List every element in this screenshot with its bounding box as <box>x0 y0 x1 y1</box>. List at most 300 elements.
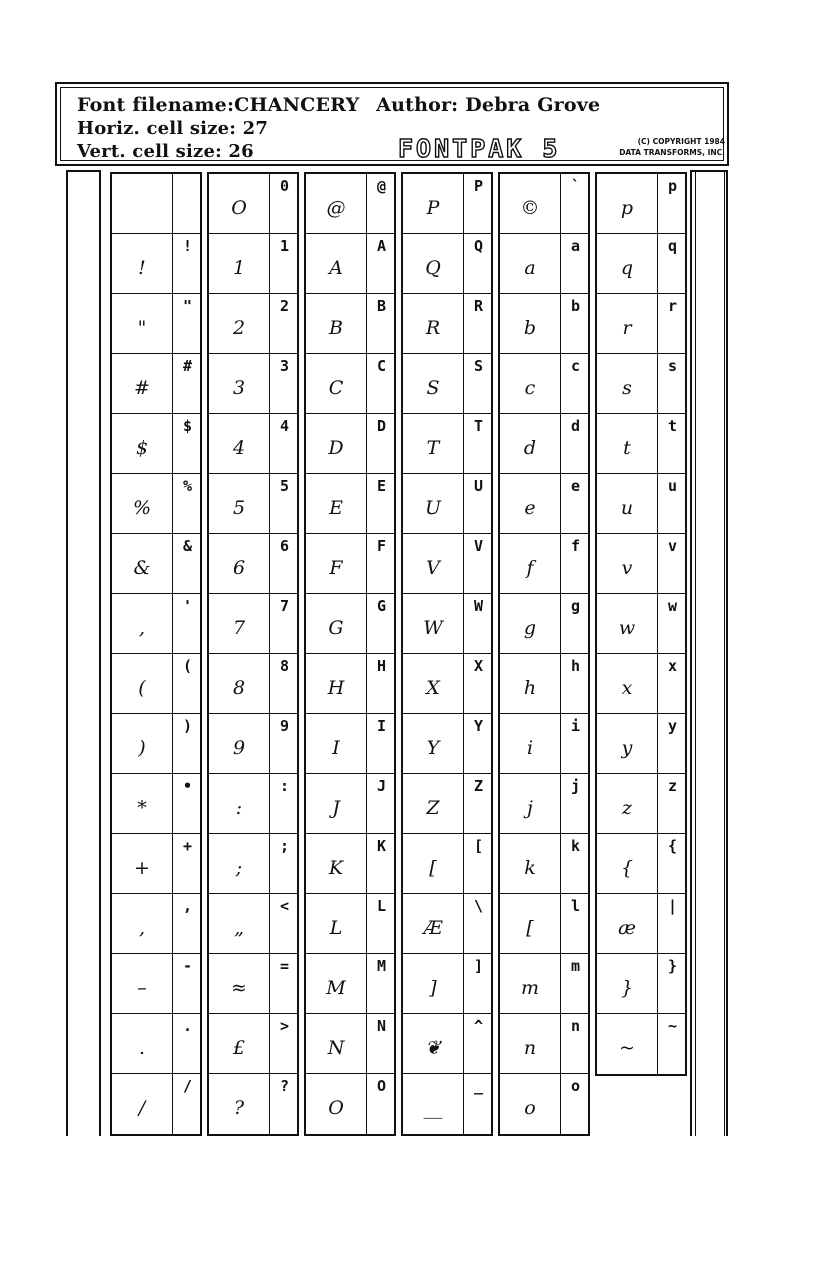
glyph-cell <box>403 714 491 774</box>
font-info-header <box>55 82 729 166</box>
font-glyph-sample: z <box>621 797 632 819</box>
font-glyph-sample: Æ <box>423 917 443 939</box>
font-glyph-sample: H <box>327 677 345 699</box>
font-glyph-sample: } <box>620 977 634 999</box>
glyph-cell <box>112 954 200 1014</box>
font-glyph-sample: K <box>328 857 344 879</box>
cell-divider <box>172 174 173 233</box>
reference-character: s <box>667 357 678 375</box>
font-glyph-sample: h <box>523 677 537 699</box>
font-glyph-sample: 7 <box>232 617 246 639</box>
reference-character: w <box>667 597 678 615</box>
glyph-cell <box>306 1014 394 1074</box>
glyph-cell <box>597 474 685 534</box>
font-glyph-sample: – <box>137 977 147 999</box>
reference-character: O <box>376 1077 387 1095</box>
glyph-cell <box>209 534 297 594</box>
reference-character: V <box>473 537 484 555</box>
glyph-cell <box>597 414 685 474</box>
reference-character: a <box>570 237 581 255</box>
reference-character: # <box>182 357 193 375</box>
font-glyph-sample: 4 <box>232 437 246 459</box>
font-glyph-sample: C <box>328 377 344 399</box>
reference-character: H <box>376 657 387 675</box>
glyph-cell <box>597 954 685 1014</box>
reference-character: b <box>570 297 581 315</box>
author-label: Author: <box>376 94 459 116</box>
glyph-cell <box>403 654 491 714</box>
reference-character: - <box>182 957 193 975</box>
reference-character: ( <box>182 657 193 675</box>
font-glyph-sample: £ <box>232 1037 246 1059</box>
reference-character: m <box>570 957 581 975</box>
glyph-cell <box>306 1074 394 1134</box>
reference-character: ~ <box>667 1017 678 1035</box>
reference-character: j <box>570 777 581 795</box>
font-glyph-sample: P <box>426 197 440 219</box>
reference-character: Q <box>473 237 484 255</box>
reference-character: W <box>473 597 484 615</box>
reference-character: 1 <box>279 237 290 255</box>
font-glyph-sample: n <box>523 1037 537 1059</box>
glyph-cell <box>597 594 685 654</box>
reference-character: K <box>376 837 387 855</box>
font-glyph-sample: 9 <box>232 737 246 759</box>
glyph-cell <box>403 234 491 294</box>
glyph-column <box>498 172 590 1136</box>
font-glyph-sample: ≈ <box>231 977 247 999</box>
reference-character: p <box>667 177 678 195</box>
reference-character: J <box>376 777 387 795</box>
font-glyph-sample: æ <box>618 917 636 939</box>
reference-character: n <box>570 1017 581 1035</box>
reference-character: l <box>570 897 581 915</box>
reference-character: c <box>570 357 581 375</box>
font-glyph-sample: 8 <box>232 677 246 699</box>
glyph-cell <box>597 294 685 354</box>
font-glyph-sample: i <box>526 737 534 759</box>
font-glyph-sample: ] <box>429 977 437 999</box>
vsize-label: Vert. cell size: <box>77 141 222 162</box>
font-glyph-sample: R <box>425 317 441 339</box>
font-glyph-sample: Z <box>426 797 440 819</box>
glyph-cell <box>306 774 394 834</box>
glyph-column <box>401 172 493 1136</box>
font-glyph-sample: p <box>620 197 634 219</box>
glyph-cell <box>209 354 297 414</box>
glyph-cell <box>403 894 491 954</box>
font-glyph-sample: r <box>622 317 632 339</box>
header-line-filename-author <box>77 94 600 116</box>
glyph-cell <box>112 654 200 714</box>
glyph-cell <box>209 1074 297 1134</box>
font-glyph-sample: w <box>618 617 636 639</box>
reference-character: : <box>279 777 290 795</box>
font-glyph-sample: @ <box>326 197 346 219</box>
font-glyph-sample: O <box>328 1097 344 1119</box>
font-glyph-sample: v <box>621 557 633 579</box>
glyph-cell <box>112 174 200 234</box>
reference-character: r <box>667 297 678 315</box>
reference-character: 8 <box>279 657 290 675</box>
font-glyph-sample: x <box>621 677 633 699</box>
glyph-cell <box>306 474 394 534</box>
font-glyph-sample: © <box>520 197 540 219</box>
font-glyph-sample: y <box>621 737 633 759</box>
reference-character: R <box>473 297 484 315</box>
reference-character: 5 <box>279 477 290 495</box>
reference-character: o <box>570 1077 581 1095</box>
glyph-cell <box>209 774 297 834</box>
glyph-cell <box>597 654 685 714</box>
reference-character: X <box>473 657 484 675</box>
font-glyph-sample: 5 <box>232 497 246 519</box>
font-glyph-sample: q <box>620 257 634 279</box>
font-glyph-sample: k <box>524 857 536 879</box>
font-glyph-sample: & <box>133 557 151 579</box>
reference-character: 2 <box>279 297 290 315</box>
font-glyph-sample: L <box>329 917 343 939</box>
reference-character: z <box>667 777 678 795</box>
reference-character: & <box>182 537 193 555</box>
glyph-cell <box>112 714 200 774</box>
font-glyph-sample: [ <box>429 857 437 879</box>
reference-character: } <box>667 957 678 975</box>
font-glyph-sample: G <box>328 617 344 639</box>
reference-character: 6 <box>279 537 290 555</box>
font-glyph-sample: e <box>524 497 536 519</box>
reference-character: Y <box>473 717 484 735</box>
glyph-cell <box>597 714 685 774</box>
glyph-cell <box>209 1014 297 1074</box>
reference-character: 3 <box>279 357 290 375</box>
glyph-cell <box>112 414 200 474</box>
glyph-cell <box>500 534 588 594</box>
glyph-cell <box>597 1014 685 1074</box>
glyph-cell <box>209 294 297 354</box>
glyph-cell <box>500 954 588 1014</box>
font-glyph-sample: { <box>620 857 634 879</box>
reference-character: " <box>182 297 193 315</box>
font-glyph-sample: N <box>327 1037 345 1059</box>
glyph-cell <box>306 834 394 894</box>
glyph-cell <box>306 954 394 1014</box>
reference-character: I <box>376 717 387 735</box>
glyph-cell <box>500 474 588 534</box>
reference-character: P <box>473 177 484 195</box>
glyph-column <box>110 172 202 1136</box>
glyph-cell <box>403 1014 491 1074</box>
font-glyph-sample: d <box>523 437 537 459</box>
font-glyph-sample: O <box>231 197 247 219</box>
reference-character: f <box>570 537 581 555</box>
reference-character: ; <box>279 837 290 855</box>
font-glyph-sample: , <box>138 617 146 639</box>
reference-character: L <box>376 897 387 915</box>
glyph-cell <box>403 174 491 234</box>
glyph-cell <box>209 954 297 1014</box>
reference-character: h <box>570 657 581 675</box>
reference-character: _ <box>473 1077 484 1095</box>
reference-character: ^ <box>473 1017 484 1035</box>
glyph-cell <box>403 294 491 354</box>
glyph-cell <box>306 354 394 414</box>
reference-character: ? <box>279 1077 290 1095</box>
font-glyph-sample: # <box>134 377 150 399</box>
glyph-column <box>595 172 687 1076</box>
glyph-cell <box>112 534 200 594</box>
glyph-cell <box>112 774 200 834</box>
font-glyph-sample: : <box>235 797 243 819</box>
font-glyph-sample: W <box>423 617 443 639</box>
copyright-notice <box>607 136 725 158</box>
glyph-cell <box>500 234 588 294</box>
reference-character: x <box>667 657 678 675</box>
header-line-vsize <box>77 141 254 162</box>
reference-character: G <box>376 597 387 615</box>
reference-character: T <box>473 417 484 435</box>
reference-character: E <box>376 477 387 495</box>
reference-character: g <box>570 597 581 615</box>
glyph-cell <box>597 894 685 954</box>
font-glyph-sample: s <box>622 377 632 399</box>
glyph-cell <box>112 1074 200 1134</box>
glyph-cell <box>500 354 588 414</box>
font-glyph-sample: __ <box>423 1097 443 1119</box>
glyph-cell <box>403 954 491 1014</box>
glyph-cell <box>112 1014 200 1074</box>
reference-character: / <box>182 1077 193 1095</box>
header-line-hsize <box>77 118 268 139</box>
reference-character: $ <box>182 417 193 435</box>
glyph-cell <box>209 414 297 474</box>
font-glyph-sample: ~ <box>619 1037 635 1059</box>
glyph-cell <box>209 474 297 534</box>
copyright-line-2: DATA TRANSFORMS, INC. <box>619 148 725 157</box>
glyph-cell <box>209 834 297 894</box>
reference-character: \ <box>473 897 484 915</box>
font-glyph-sample: ! <box>138 257 146 279</box>
glyph-cell <box>112 234 200 294</box>
glyph-cell <box>112 354 200 414</box>
glyph-cell <box>403 474 491 534</box>
font-glyph-sample: / <box>138 1097 146 1119</box>
font-glyph-sample: T <box>426 437 440 459</box>
font-glyph-sample: . <box>138 1037 146 1059</box>
font-glyph-sample: % <box>132 497 152 519</box>
product-logo: FONTPAK 5 <box>398 134 561 163</box>
font-glyph-sample: [ <box>526 917 534 939</box>
glyph-cell <box>403 834 491 894</box>
glyph-cell <box>500 834 588 894</box>
glyph-cell <box>500 654 588 714</box>
hsize-label: Horiz. cell size: <box>77 118 237 139</box>
glyph-cell <box>500 894 588 954</box>
font-glyph-sample: B <box>329 317 343 339</box>
glyph-cell <box>306 894 394 954</box>
glyph-cell <box>597 234 685 294</box>
reference-character: e <box>570 477 581 495</box>
reference-character: y <box>667 717 678 735</box>
font-glyph-sample: a <box>524 257 536 279</box>
reference-character: t <box>667 417 678 435</box>
glyph-column <box>304 172 396 1136</box>
reference-character: k <box>570 837 581 855</box>
reference-character: 0 <box>279 177 290 195</box>
reference-character: B <box>376 297 387 315</box>
glyph-cell <box>306 534 394 594</box>
reference-character: ) <box>182 717 193 735</box>
vsize-value: 26 <box>228 141 254 162</box>
reference-character: C <box>376 357 387 375</box>
font-glyph-sample: D <box>328 437 344 459</box>
hsize-value: 27 <box>242 118 269 139</box>
glyph-cell <box>306 414 394 474</box>
font-glyph-sample: 3 <box>232 377 246 399</box>
glyph-cell <box>306 174 394 234</box>
reference-character: , <box>182 897 193 915</box>
glyph-cell <box>403 534 491 594</box>
font-glyph-sample: „ <box>234 917 244 939</box>
glyph-cell <box>597 534 685 594</box>
glyph-cell <box>500 594 588 654</box>
reference-character: N <box>376 1017 387 1035</box>
copyright-line-1: (C) COPYRIGHT 1984 <box>637 137 725 146</box>
font-glyph-sample: Q <box>425 257 441 279</box>
reference-character: v <box>667 537 678 555</box>
font-glyph-sample: Y <box>426 737 440 759</box>
font-glyph-sample: ( <box>138 677 146 699</box>
glyph-cell <box>209 594 297 654</box>
font-glyph-sample: j <box>527 797 533 819</box>
glyph-cell <box>209 714 297 774</box>
reference-character: = <box>279 957 290 975</box>
reference-character: • <box>182 777 193 795</box>
glyph-cell <box>306 594 394 654</box>
glyph-cell <box>500 174 588 234</box>
reference-character: A <box>376 237 387 255</box>
glyph-column <box>207 172 299 1136</box>
reference-character: + <box>182 837 193 855</box>
reference-character: 4 <box>279 417 290 435</box>
reference-character: @ <box>376 177 387 195</box>
reference-character: i <box>570 717 581 735</box>
font-glyph-sample: ; <box>235 857 243 879</box>
font-glyph-sample: ? <box>233 1097 245 1119</box>
reference-character: > <box>279 1017 290 1035</box>
font-glyph-sample: ❦ <box>425 1037 441 1059</box>
font-glyph-sample: m <box>520 977 540 999</box>
glyph-cell <box>403 594 491 654</box>
left-margin-strip <box>66 170 101 1136</box>
reference-character: D <box>376 417 387 435</box>
glyph-cell <box>112 294 200 354</box>
glyph-cell <box>209 234 297 294</box>
font-glyph-sample: o <box>524 1097 536 1119</box>
font-glyph-sample: 2 <box>232 317 246 339</box>
reference-character: Z <box>473 777 484 795</box>
font-glyph-sample: M <box>326 977 346 999</box>
reference-character: % <box>182 477 193 495</box>
glyph-cell <box>306 294 394 354</box>
font-glyph-sample: ) <box>138 737 146 759</box>
font-glyph-sample: * <box>137 797 147 819</box>
reference-character: u <box>667 477 678 495</box>
reference-character: . <box>182 1017 193 1035</box>
glyph-cell <box>403 1074 491 1134</box>
font-glyph-sample: $ <box>135 437 149 459</box>
font-glyph-sample: E <box>329 497 343 519</box>
glyph-cell <box>306 234 394 294</box>
reference-character: ` <box>570 177 581 195</box>
reference-character: d <box>570 417 581 435</box>
font-glyph-sample: J <box>332 797 340 819</box>
glyph-cell <box>306 714 394 774</box>
reference-character: q <box>667 237 678 255</box>
glyph-cell <box>306 654 394 714</box>
font-glyph-sample: S <box>426 377 440 399</box>
glyph-cell <box>209 174 297 234</box>
reference-character: | <box>667 897 678 915</box>
glyph-cell <box>597 834 685 894</box>
glyph-cell <box>112 834 200 894</box>
reference-character: ! <box>182 237 193 255</box>
font-glyph-sample: c <box>524 377 536 399</box>
glyph-cell <box>597 774 685 834</box>
glyph-cell <box>500 1074 588 1134</box>
reference-character: ] <box>473 957 484 975</box>
font-glyph-sample: V <box>426 557 440 579</box>
glyph-cell <box>500 714 588 774</box>
reference-character: [ <box>473 837 484 855</box>
reference-character: U <box>473 477 484 495</box>
glyph-cell <box>597 354 685 414</box>
glyph-cell <box>112 594 200 654</box>
font-glyph-sample: 1 <box>232 257 246 279</box>
font-glyph-sample: F <box>329 557 343 579</box>
reference-character: ' <box>182 597 193 615</box>
glyph-cell <box>597 174 685 234</box>
glyph-cell <box>500 774 588 834</box>
glyph-cell <box>403 354 491 414</box>
font-glyph-sample: 6 <box>232 557 246 579</box>
font-glyph-sample: t <box>623 437 631 459</box>
font-glyph-sample: f <box>526 557 534 579</box>
glyph-cell <box>500 294 588 354</box>
glyph-cell <box>112 474 200 534</box>
reference-character: { <box>667 837 678 855</box>
font-glyph-sample: + <box>134 857 150 879</box>
font-glyph-sample: " <box>137 317 147 339</box>
font-glyph-sample: b <box>523 317 537 339</box>
font-glyph-sample: u <box>620 497 634 519</box>
filename-value: CHANCERY <box>234 94 360 116</box>
font-glyph-sample: I <box>332 737 340 759</box>
reference-character: 9 <box>279 717 290 735</box>
glyph-cell <box>500 1014 588 1074</box>
reference-character: < <box>279 897 290 915</box>
glyph-cell <box>209 654 297 714</box>
reference-character: F <box>376 537 387 555</box>
glyph-cell <box>112 894 200 954</box>
font-glyph-sample: X <box>426 677 440 699</box>
glyph-cell <box>500 414 588 474</box>
glyph-cell <box>403 774 491 834</box>
font-glyph-sample: U <box>424 497 441 519</box>
glyph-cell <box>209 894 297 954</box>
font-glyph-sample: , <box>138 917 146 939</box>
right-margin-strip <box>690 170 728 1136</box>
